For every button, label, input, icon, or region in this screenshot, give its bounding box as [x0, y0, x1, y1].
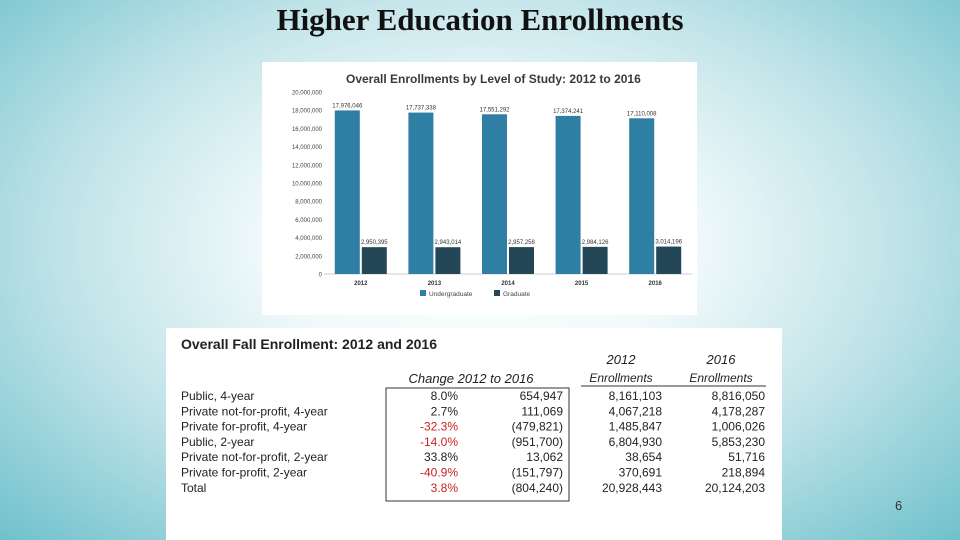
- cell-change: (951,700): [511, 434, 563, 449]
- row-label: Private for-profit, 4-year: [181, 419, 308, 434]
- bar-data-label: 2,984,126: [581, 239, 609, 246]
- bar-undergraduate: [482, 114, 507, 274]
- x-tick-label: 2015: [574, 281, 589, 287]
- table-title: Overall Fall Enrollment: 2012 and 2016: [181, 336, 437, 352]
- cell-2012: 4,067,218: [608, 404, 662, 419]
- row-label: Private not-for-profit, 2-year: [181, 450, 328, 465]
- bar-data-label: 17,110,008: [626, 111, 657, 118]
- legend-label: Undergraduate: [429, 291, 473, 298]
- col-header-enrollments: Enrollments: [689, 371, 753, 385]
- y-tick-label: 16,000,000: [291, 126, 322, 133]
- cell-pct-change: 2.7%: [430, 404, 458, 419]
- cell-2016: 218,894: [721, 465, 765, 480]
- x-tick-label: 2016: [648, 281, 662, 287]
- col-header-year: 2016: [706, 352, 736, 367]
- cell-2016: 5,853,230: [711, 434, 765, 449]
- cell-2016: 4,178,287: [711, 404, 765, 419]
- y-tick-label: 4,000,000: [295, 236, 322, 243]
- cell-2012: 370,691: [618, 465, 662, 480]
- cell-pct-change: 33.8%: [423, 450, 458, 465]
- bar-data-label: 17,551,292: [479, 107, 510, 114]
- col-header-enrollments: Enrollments: [589, 371, 653, 385]
- row-label: Public, 4-year: [181, 389, 255, 403]
- bar-data-label: 2,950,395: [360, 240, 388, 247]
- y-tick-label: 14,000,000: [291, 145, 322, 152]
- bar-chart-panel: [262, 62, 697, 315]
- cell-2012: 6,804,930: [608, 434, 662, 449]
- row-label: Private not-for-profit, 4-year: [181, 404, 328, 419]
- legend-label: Graduate: [503, 291, 531, 298]
- row-label: Public, 2-year: [181, 434, 255, 449]
- cell-pct-change: -14.0%: [419, 434, 458, 449]
- cell-2012: 20,928,443: [601, 480, 662, 495]
- x-tick-label: 2013: [427, 281, 442, 287]
- cell-2012: 1,485,847: [608, 419, 662, 434]
- slide-title: Higher Education Enrollments: [276, 2, 684, 37]
- bar-data-label: 17,976,046: [332, 103, 363, 110]
- bar-graduate: [656, 247, 681, 274]
- legend-swatch: [494, 290, 500, 296]
- cell-2012: 8,161,103: [608, 389, 662, 403]
- y-tick-label: 18,000,000: [291, 108, 322, 115]
- x-tick-label: 2014: [501, 281, 515, 287]
- cell-change: (804,240): [511, 480, 563, 495]
- cell-pct-change: -32.3%: [419, 419, 458, 434]
- bar-data-label: 17,737,338: [405, 105, 436, 112]
- bar-undergraduate: [408, 113, 433, 274]
- bar-data-label: 2,957,258: [508, 240, 535, 247]
- cell-change: (479,821): [511, 419, 563, 434]
- enrollment-table-panel: [166, 328, 782, 540]
- bar-data-label: 17,374,241: [553, 108, 584, 115]
- legend-swatch: [420, 290, 426, 296]
- x-tick-label: 2012: [354, 281, 368, 287]
- chart-title: Overall Enrollments by Level of Study: 2012 to 2016: [346, 72, 641, 86]
- cell-change: 13,062: [526, 450, 563, 465]
- enrollment-table: [166, 328, 782, 540]
- cell-2016: 20,124,203: [704, 480, 765, 495]
- bar-graduate: [509, 247, 534, 274]
- bar-graduate: [362, 247, 387, 274]
- cell-pct-change: -40.9%: [419, 465, 458, 480]
- col-header-change: Change 2012 to 2016: [408, 371, 534, 386]
- bar-chart: [262, 62, 697, 315]
- cell-2016: 51,716: [728, 450, 765, 465]
- cell-2016: 8,816,050: [711, 389, 765, 403]
- row-label: Total: [181, 480, 207, 495]
- y-tick-label: 2,000,000: [295, 254, 322, 261]
- y-tick-label: 20,000,000: [291, 90, 322, 97]
- bar-data-label: 2,943,014: [434, 240, 462, 247]
- y-tick-label: 8,000,000: [295, 199, 322, 206]
- bar-undergraduate: [556, 116, 581, 274]
- y-tick-label: 0: [318, 272, 322, 279]
- col-header-year: 2012: [606, 352, 636, 367]
- cell-2016: 1,006,026: [711, 419, 765, 434]
- cell-pct-change: 8.0%: [430, 389, 458, 403]
- cell-2012: 38,654: [625, 450, 662, 465]
- bar-undergraduate: [629, 118, 654, 274]
- y-tick-label: 6,000,000: [295, 217, 322, 224]
- bar-undergraduate: [335, 110, 360, 274]
- bar-graduate: [583, 247, 608, 274]
- cell-change: 654,947: [519, 389, 563, 403]
- cell-pct-change: 3.8%: [430, 480, 458, 495]
- y-tick-label: 10,000,000: [291, 181, 322, 188]
- row-label: Private for-profit, 2-year: [181, 465, 308, 480]
- page-number: 6: [895, 498, 903, 513]
- cell-change: (151,797): [511, 465, 563, 480]
- y-tick-label: 12,000,000: [291, 163, 322, 170]
- cell-change: 111,069: [521, 404, 563, 419]
- bar-graduate: [435, 247, 460, 274]
- bar-data-label: 3,014,196: [655, 239, 683, 246]
